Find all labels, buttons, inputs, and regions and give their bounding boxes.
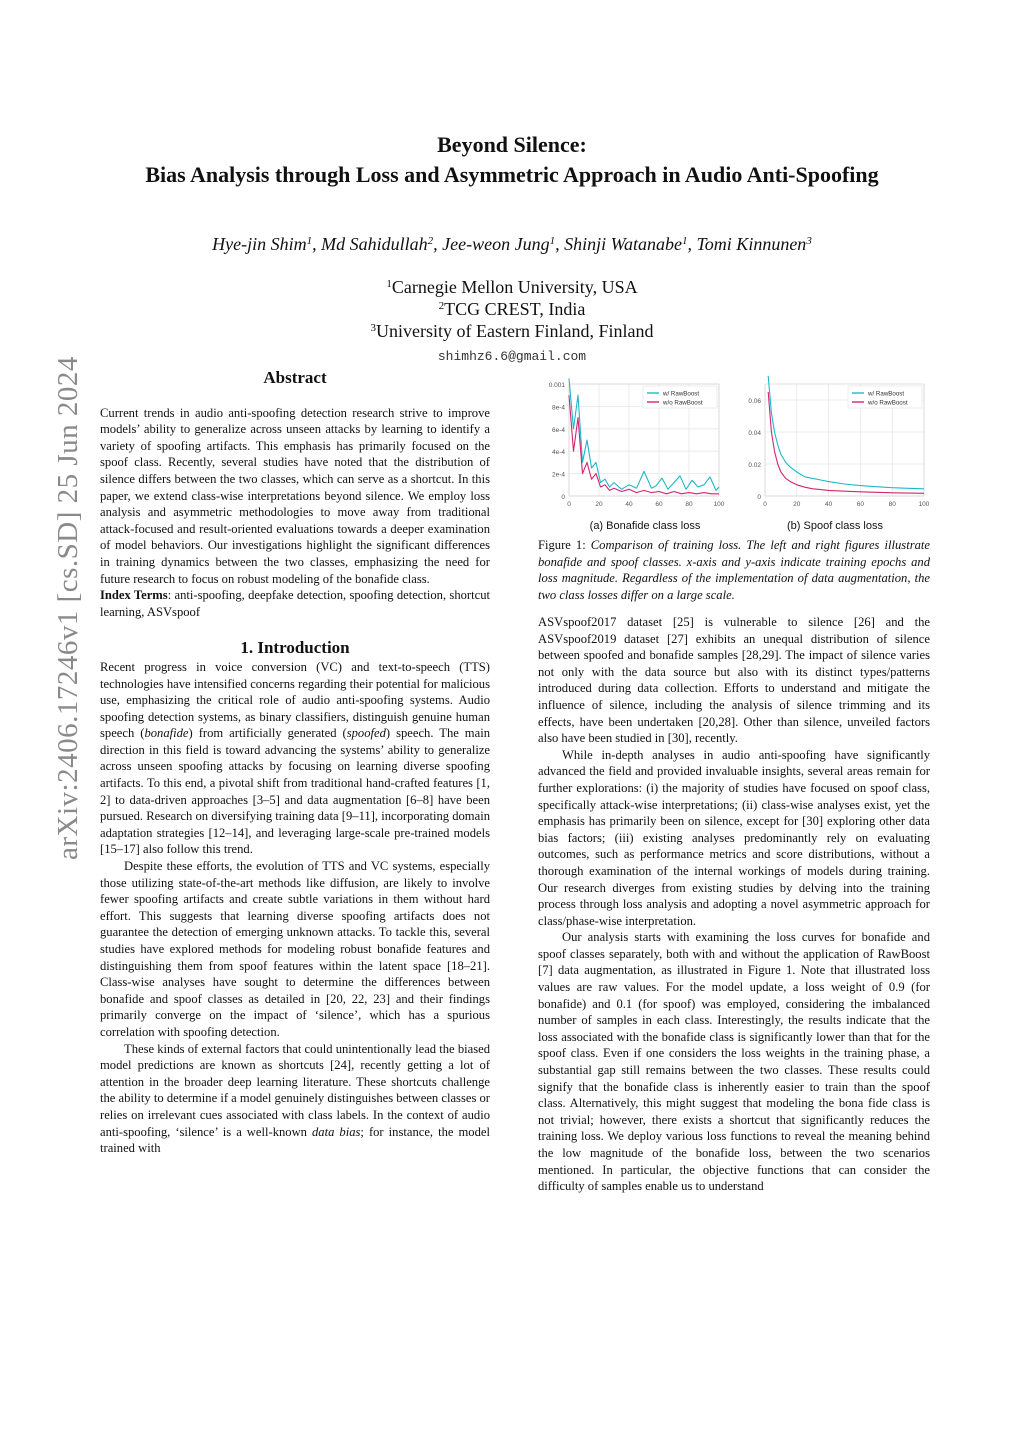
subcaption-a: (a) Bonafide class loss bbox=[589, 520, 701, 532]
x-tick-label: 80 bbox=[888, 501, 896, 508]
right-paragraph-3: Our analysis starts with examining the loss curves for bonafide and spoof classes separately, both with and without the application of RawBoost [7] data augmentation, as illustrated in Figure 1. Note that illustrated loss values are raw values. For the model update, a loss weight of 0.9 (for bonafide) and 0.1 (for spoof) was employed, considering the imbalanced number of samples in each class. Interestingly, the results indicate that the loss associated with the bonafide class is significantly lower than that for the spoof class. Even if one considers the loss weights in the training phase, a substantial gap still remains between the two classes. These results could signify that the bonafide class is inherently easier to train than the spoof class. Alternatively, this might suggest that modeling the bona fide class is not trivial; however, there exists a shortcut that significantly reduces the training loss. We deploy various loss functions to reveal the meaning behind the low magnitude of the bonafide loss, between the two scenarios mentioned. In particular, the objective functions that can consider the difficulty of samples enable us to understand bbox=[538, 930, 930, 1194]
y-tick-label: 8e-4 bbox=[551, 404, 565, 412]
x-tick-label: 60 bbox=[655, 501, 663, 508]
y-tick-label: 0.001 bbox=[548, 382, 565, 389]
intro-paragraph-1: Recent progress in voice conversion (VC) and text-to-speech (TTS) technologies have intensified concerns regarding their potential for malicious use, emphasizing the critical role of audio anti-spoofing systems. Audio spoofing detection systems, as binary classifiers, distinguish genuine human speech (bonafide) from artificially generated (spoofed) speech. The main direction in this field is toward advancing the systems’ ability to generalize across unseen spoofing attacks by focusing on learning diverse spoofing artifacts. To this end, a pivotal shift from traditional hand-crafted features [1, 2] to data-driven approaches [3–5] and data augmentation [6–8] have been pursued. Research on diversifying training data [9–11], incorporating domain adaptation strategies [12–14], and leveraging large-scale pre-trained models [15–17] also follow this trend. bbox=[100, 659, 490, 857]
arxiv-identifier: arXiv:2406.17246v1 [cs.SD] 25 Jun 2024 bbox=[52, 356, 84, 860]
series-line bbox=[569, 395, 719, 494]
x-tick-label: 60 bbox=[856, 501, 865, 508]
author: Hye-jin Shim$^1$, bbox=[212, 234, 322, 254]
title-line-1: Beyond Silence: bbox=[437, 132, 587, 157]
figure-1 bbox=[535, 376, 930, 536]
x-tick-label: 0 bbox=[763, 501, 767, 508]
contact-email: shimhz6.6@gmail.com bbox=[437, 349, 587, 364]
x-tick-label: 20 bbox=[793, 501, 801, 508]
affiliation: $^2$TCG CREST, India bbox=[438, 299, 586, 319]
affiliations bbox=[0, 276, 1024, 342]
x-tick-label: 100 bbox=[918, 501, 930, 508]
x-tick-label: 40 bbox=[625, 501, 633, 508]
intro-paragraph-3: These kinds of external factors that could unintentionally lead the biased model predictions are known as shortcuts [24], recently getting a lot of attention in the broader deep learning literature. These shortcuts challenge the ability to determine if a model genuinely distinguishes between classes or relies on irrelevant cues associated with class labels. In the context of audio anti-spoofing, ‘silence’ is a well-known data bias; for instance, the model trained with bbox=[100, 1041, 490, 1156]
author: Jee-weon Jung$^1$, bbox=[442, 234, 565, 254]
section-heading-introduction: 1. Introduction bbox=[240, 638, 350, 658]
intro-paragraph-2: Despite these efforts, the evolution of TTS and VC systems, especially those utilizing state-of-the-art methods like diffusion, are likely to involve fewer spoofing artifacts and create subtle variations in them without hard effort. This suggests that learning diverse spoofing artifacts does not guarantee the detection of emerging unknown attacks. To tackle this, several studies have explored methods for modeling robust bonafide features and distinguishing them from spoof features within the latent space [18–21]. Class-wise analyses have sought to determine the differences between bonafide and spoof classes as detailed in [20, 22, 23] and their findings primarily converge on the impact of ‘silence’, which has a spurious correlation with spoofing detection. bbox=[100, 859, 490, 1039]
x-tick-label: 80 bbox=[685, 501, 693, 508]
left-column bbox=[100, 370, 490, 1157]
legend-label: w/o RawBoost bbox=[663, 399, 703, 407]
y-tick-label: 6e-4 bbox=[551, 426, 565, 434]
y-tick-label: 0.04 bbox=[748, 430, 761, 437]
author: Md Sahidullah$^2$, bbox=[321, 234, 443, 254]
abstract-text: Current trends in audio anti-spoofing detection research strive to improve models’ ability to generalize across unseen attacks by learning to identify a variety of spoofing artifacts. This emphasis has primarily focused on the spoof class. Recently, several studies have noted that the distribution of silence differs between the two classes, which can serve as a shortcut. In this paper, we extend class-wise interpretations beyond silence. We employ loss analysis and asymmetric methodologies to move away from traditional attack-focused and result-oriented evaluations towards a deeper examination of model behaviors. Our investigations highlight the significant differences in training dynamics between the two classes, emphasizing the need for future research to focus on robust modeling of the bonafide class. bbox=[100, 405, 490, 586]
author: Tomi Kinnunen$^3$ bbox=[696, 234, 812, 254]
x-tick-label: 0 bbox=[567, 501, 571, 508]
y-tick-label: 2e-4 bbox=[551, 471, 565, 479]
y-tick-label: 0 bbox=[561, 494, 565, 501]
right-paragraph-2: While in-depth analyses in audio anti-spoofing have significantly advanced the field and provided invaluable insights, several areas remain for further explorations: (i) the majority of studies have focused on spoof class, specifically attack-wise interpretations; (ii) class-wise analyses exist, yet the emphasis has primarily been on silence, except for [30] exploring other data bias factors; (iii) existing analyses predominantly rely on evaluating outcomes, such as performance metrics and score distributions, without a thorough examination of the internal workings of models during training. Our research diverges from existing studies by delving into the training process through loss analysis and adopting a novel asymmetric approach for class/phase-wise interpretation. bbox=[538, 747, 930, 928]
subcaption-b: (b) Spoof class loss bbox=[787, 520, 883, 532]
bonafide-loss-chart bbox=[535, 376, 725, 514]
y-tick-label: 0.02 bbox=[748, 462, 761, 469]
y-tick-label: 0.06 bbox=[748, 398, 761, 405]
spoof-loss-chart bbox=[735, 376, 930, 514]
author: Shinji Watanabe$^1$, bbox=[564, 234, 697, 254]
paper-title bbox=[0, 130, 1024, 190]
legend-label: w/ RawBoost bbox=[663, 390, 700, 398]
legend-label: w/ RawBoost bbox=[868, 390, 905, 398]
y-tick-label: 4e-4 bbox=[551, 449, 565, 457]
legend-label: w/o RawBoost bbox=[868, 399, 908, 407]
index-terms: Index Terms: anti-spoofing, deepfake detection, spoofing detection, shortcut learning, ASVspoof bbox=[100, 588, 490, 619]
title-line-2: Bias Analysis through Loss and Asymmetric Approach in Audio Anti-Spoofing bbox=[145, 162, 879, 187]
affiliation: $^1$Carnegie Mellon University, USA bbox=[386, 277, 638, 297]
x-tick-label: 100 bbox=[713, 501, 725, 508]
figure-caption: Figure 1: Comparison of training loss. The left and right figures illustrate bonafide and spoof classes. x-axis and y-axis indicate training epochs and loss magnitude. Regardless of the implementation of data augmentation, the two class losses differ on a large scale. bbox=[538, 538, 930, 602]
affiliation: $^3$University of Eastern Finland, Finland bbox=[370, 321, 654, 341]
right-paragraph-1: ASVspoof2017 dataset [25] is vulnerable to silence [26] and the ASVspoof2019 dataset [27] exhibits an unequal distribution of silence between spoofed and bonafide samples [28,29]. The impact of silence varies not only with the data source but also with its distinct types/patterns introduced during data collection. Efforts to understand and mitigate the influence of silence, including the analysis of silence trimming and its effects, have been undertaken [20,28]. Other than silence, unveiled factors also have been studied in [30], recently. bbox=[538, 615, 930, 746]
right-column bbox=[538, 614, 930, 1195]
author-list bbox=[0, 234, 1024, 255]
abstract-heading: Abstract bbox=[263, 368, 327, 387]
y-tick-label: 0 bbox=[757, 494, 761, 501]
x-tick-label: 40 bbox=[824, 501, 833, 508]
x-tick-label: 20 bbox=[595, 501, 603, 508]
